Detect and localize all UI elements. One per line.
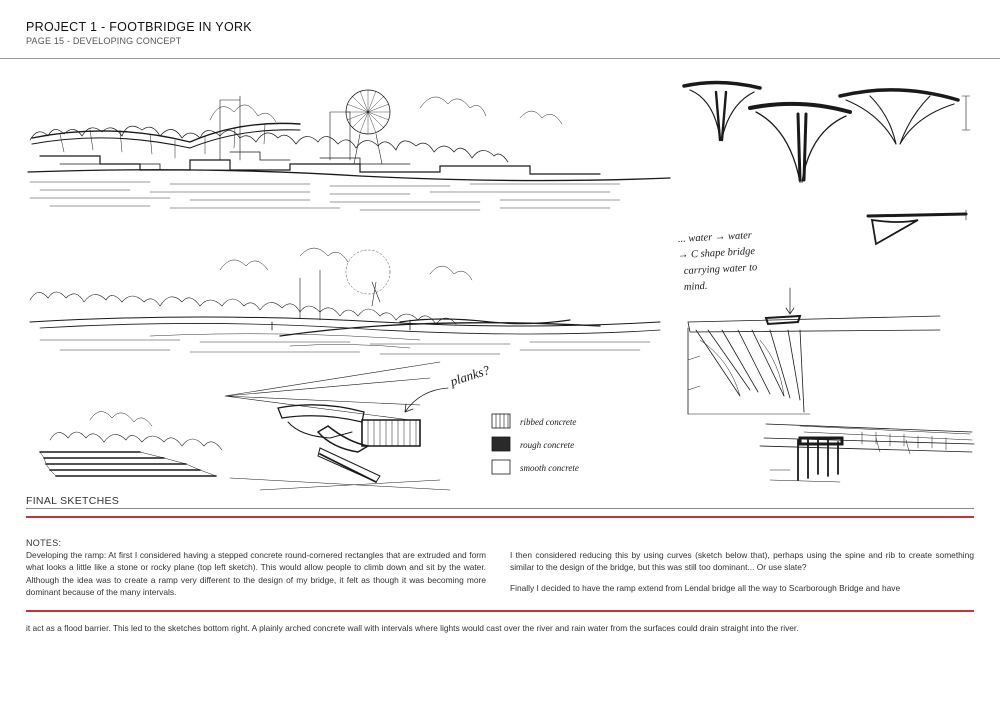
legend-smooth: smooth concrete bbox=[520, 463, 579, 473]
legend-rough: rough concrete bbox=[520, 440, 575, 450]
note-line-3: carrying water to bbox=[683, 262, 758, 277]
page-subtitle: PAGE 15 - DEVELOPING CONCEPT bbox=[26, 36, 182, 46]
note-line-4: mind. bbox=[683, 280, 708, 293]
sketch-ramp-bottom-left bbox=[40, 362, 450, 490]
sketch-flood-wall-perspective bbox=[688, 288, 940, 414]
sketch-panorama-middle bbox=[30, 248, 660, 354]
material-legend bbox=[492, 414, 510, 474]
sketch-panorama-top bbox=[28, 90, 670, 210]
sketch-flood-wall-elevation bbox=[760, 424, 974, 482]
page-header bbox=[26, 20, 252, 46]
page-title: PROJECT 1 - FOOTBRIDGE IN YORK bbox=[26, 20, 252, 34]
red-rule-bottom bbox=[26, 610, 974, 612]
red-rule-top bbox=[26, 516, 974, 518]
concept-sketches bbox=[0, 60, 1000, 500]
legend-ribbed: ribbed concrete bbox=[520, 417, 577, 427]
annotation-planks: planks? bbox=[448, 362, 492, 389]
notes-paragraph-final: Finally I decided to have the ramp extend from Lendal bridge all the way to Scarborough Bridge and have bbox=[510, 582, 901, 593]
notes-paragraph-curves: I then considered reducing this by using curves (sketch below that), perhaps using the spine and rib to create something similar to the design of the bridge, but this was still too dominant... Or use slate? bbox=[510, 550, 974, 573]
header-divider bbox=[0, 58, 1000, 59]
note-line-1: ... water → water bbox=[677, 230, 753, 245]
sketch-cross-sections bbox=[684, 82, 970, 244]
notes-heading: NOTES: bbox=[26, 538, 62, 548]
notes-continuation: it act as a flood barrier. This led to the sketches bottom right. A plainly arched concrete wall with intervals where lights would cast over the river and rain water from the surfaces could drain straight into the river. bbox=[26, 623, 799, 633]
notes-column-left bbox=[26, 549, 486, 607]
section-label: FINAL SKETCHES bbox=[26, 495, 120, 507]
section-divider bbox=[26, 508, 974, 509]
notes-paragraph-ramp: Developing the ramp: At first I considered having a stepped concrete round-cornered rectangles that are extruded and form what looks a little like a stone or rocky plane (top left sketch). This would allow people to climb down and sit by the water. Although the idea was to create a ramp very different to the design of my bridge, it felt as though it was becoming more dominant because of the many intervals. bbox=[26, 550, 486, 598]
notes-column-right bbox=[510, 549, 974, 602]
note-line-2: → C shape bridge bbox=[677, 245, 756, 261]
